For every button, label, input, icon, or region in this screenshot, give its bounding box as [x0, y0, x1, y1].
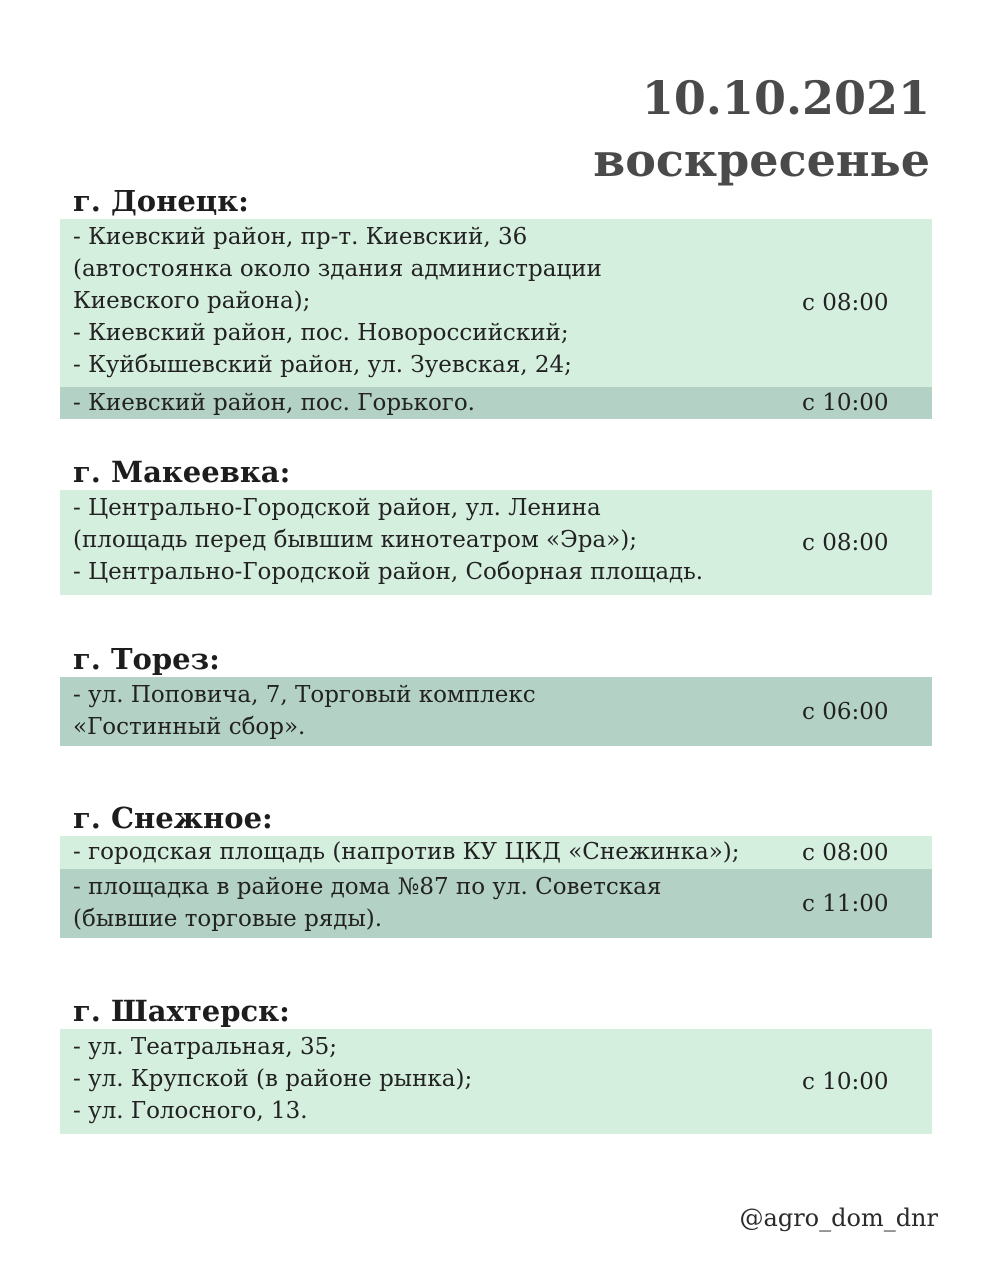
address-lines [73, 492, 793, 588]
date-text: 10.10.2021 [641, 71, 930, 125]
address-lines [73, 387, 793, 419]
address-line: «Гостинный сбор». [73, 714, 306, 740]
city-title: г. Донецк: [73, 184, 249, 218]
address-line: - ул. Поповича, 7, Торговый комплекс [73, 682, 536, 708]
section-donetsk [60, 183, 932, 419]
social-handle: @agro_dom_dnr [739, 1204, 938, 1232]
address-line: - Киевский район, пос. Новороссийский; [73, 320, 569, 346]
time-label: с 11:00 [802, 890, 889, 917]
section-shakhtersk [60, 993, 932, 1134]
address-lines [73, 871, 793, 935]
time-label: с 08:00 [802, 529, 889, 556]
schedule-row [60, 1029, 932, 1134]
schedule-row [60, 677, 932, 746]
city-title: г. Снежное: [73, 801, 273, 835]
address-lines [73, 221, 793, 381]
time-label: с 08:00 [802, 290, 889, 316]
time-label: с 10:00 [802, 390, 889, 416]
address-line: - Киевский район, пр-т. Киевский, 36 [73, 224, 528, 250]
city-title: г. Торез: [73, 642, 220, 676]
address-line: - Центрально-Городской район, Соборная площадь. [73, 559, 704, 585]
address-lines [73, 679, 793, 743]
section-makeevka [60, 454, 932, 595]
address-line: - городская площадь (напротив КУ ЦКД «Снежинка»); [73, 839, 740, 865]
weekday-text: воскресенье [593, 133, 930, 187]
address-lines [73, 1031, 793, 1127]
schedule-row [60, 219, 932, 387]
time-label: с 08:00 [802, 839, 889, 866]
section-torez [60, 641, 932, 746]
address-line: Киевского района); [73, 288, 311, 314]
date-header [593, 68, 930, 192]
address-line: - ул. Голосного, 13. [73, 1098, 308, 1124]
address-line: - ул. Крупской (в районе рынка); [73, 1066, 473, 1092]
schedule-row [60, 490, 932, 595]
city-title: г. Шахтерск: [73, 994, 290, 1028]
schedule-row [60, 387, 932, 419]
address-line: (автостоянка около здания администрации [73, 256, 602, 282]
schedule-row [60, 869, 932, 938]
address-line: - площадка в районе дома №87 по ул. Советская [73, 874, 662, 900]
time-label: с 10:00 [802, 1068, 889, 1095]
address-lines [73, 836, 793, 868]
schedule-row [60, 836, 932, 869]
address-line: - Киевский район, пос. Горького. [73, 390, 475, 416]
time-label: с 06:00 [802, 698, 889, 725]
address-line: - Центрально-Городской район, ул. Ленина [73, 495, 601, 521]
section-snezhnoe [60, 800, 932, 938]
city-title: г. Макеевка: [73, 455, 291, 489]
address-line: - Куйбышевский район, ул. Зуевская, 24; [73, 352, 572, 378]
address-line: (площадь перед бывшим кинотеатром «Эра»); [73, 527, 637, 553]
address-line: (бывшие торговые ряды). [73, 906, 383, 932]
address-line: - ул. Театральная, 35; [73, 1034, 337, 1060]
